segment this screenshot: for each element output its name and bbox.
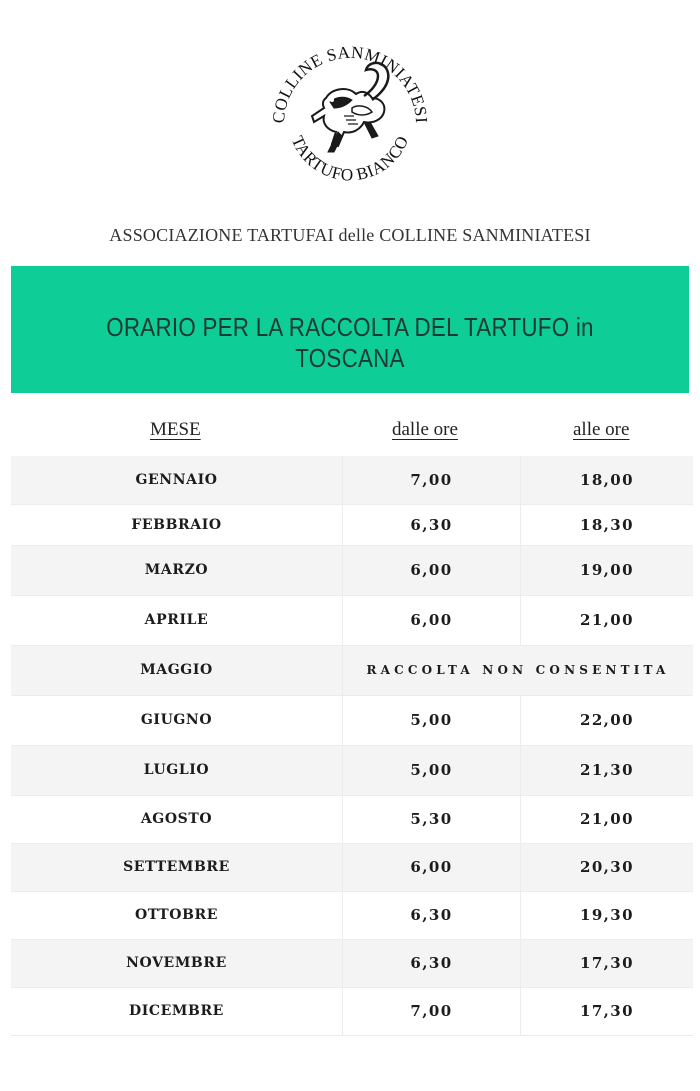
to-hour-cell: 20,30 — [521, 843, 694, 891]
association-name: ASSOCIAZIONE TARTUFAI delle COLLINE SANMINIATESI — [109, 225, 591, 245]
header-from-hour: dalle ore — [392, 419, 458, 440]
table-row — [11, 595, 693, 645]
month-cell: GENNAIO — [11, 456, 343, 504]
page-title: ORARIO PER LA RACCOLTA DEL TARTUFO in TOSCANA — [106, 312, 594, 373]
table-row — [11, 795, 693, 843]
month-cell: SETTEMBRE — [11, 843, 343, 891]
table-row — [11, 891, 693, 939]
table-row — [11, 645, 693, 695]
table-row — [11, 843, 693, 891]
to-hour-cell: 17,30 — [521, 939, 694, 987]
to-hour-cell: 17,30 — [521, 987, 694, 1035]
table-row — [11, 456, 693, 504]
month-cell: MAGGIO — [11, 645, 343, 695]
svg-text:COLLINE SANMINIATESI — [269, 43, 431, 124]
no-harvest-note: RACCOLTA NON CONSENTITA — [343, 645, 694, 695]
header-month: MESE — [150, 419, 201, 440]
table-row — [11, 987, 693, 1035]
to-hour-cell: 18,30 — [521, 504, 694, 545]
month-cell: AGOSTO — [11, 795, 343, 843]
association-seal-logo — [268, 38, 432, 202]
from-hour-cell: 5,00 — [343, 745, 521, 795]
seal-top-text: COLLINE SANMINIATESI — [268, 42, 432, 125]
to-hour-cell: 19,00 — [521, 545, 694, 595]
month-cell: FEBBRAIO — [11, 504, 343, 545]
from-hour-cell: 7,00 — [343, 987, 521, 1035]
from-hour-cell: 6,30 — [343, 891, 521, 939]
table-row — [11, 695, 693, 745]
from-hour-cell: 6,00 — [343, 545, 521, 595]
to-hour-cell: 22,00 — [521, 695, 694, 745]
from-hour-cell: 6,00 — [343, 595, 521, 645]
from-hour-cell: 6,00 — [343, 843, 521, 891]
to-hour-cell: 21,30 — [521, 745, 694, 795]
to-hour-cell: 19,30 — [521, 891, 694, 939]
to-hour-cell: 21,00 — [521, 795, 694, 843]
from-hour-cell: 7,00 — [343, 456, 521, 504]
from-hour-cell: 5,30 — [343, 795, 521, 843]
month-cell: GIUGNO — [11, 695, 343, 745]
month-cell: DICEMBRE — [11, 987, 343, 1035]
month-cell: LUGLIO — [11, 745, 343, 795]
from-hour-cell: 6,30 — [343, 504, 521, 545]
month-cell: NOVEMBRE — [11, 939, 343, 987]
svg-text:TARTUFO BIANCO — [288, 133, 413, 185]
month-cell: APRILE — [11, 595, 343, 645]
from-hour-cell: 6,30 — [343, 939, 521, 987]
to-hour-cell: 18,00 — [521, 456, 694, 504]
schedule-table — [11, 456, 693, 1036]
month-cell: OTTOBRE — [11, 891, 343, 939]
month-cell: MARZO — [11, 545, 343, 595]
table-row — [11, 745, 693, 795]
lion-emblem-icon — [268, 38, 432, 202]
seal-bottom-text: TARTUFO BIANCO — [287, 132, 413, 185]
table-row — [11, 545, 693, 595]
table-row — [11, 504, 693, 545]
from-hour-cell: 5,00 — [343, 695, 521, 745]
table-row — [11, 939, 693, 987]
to-hour-cell: 21,00 — [521, 595, 694, 645]
header-to-hour: alle ore — [573, 419, 630, 440]
